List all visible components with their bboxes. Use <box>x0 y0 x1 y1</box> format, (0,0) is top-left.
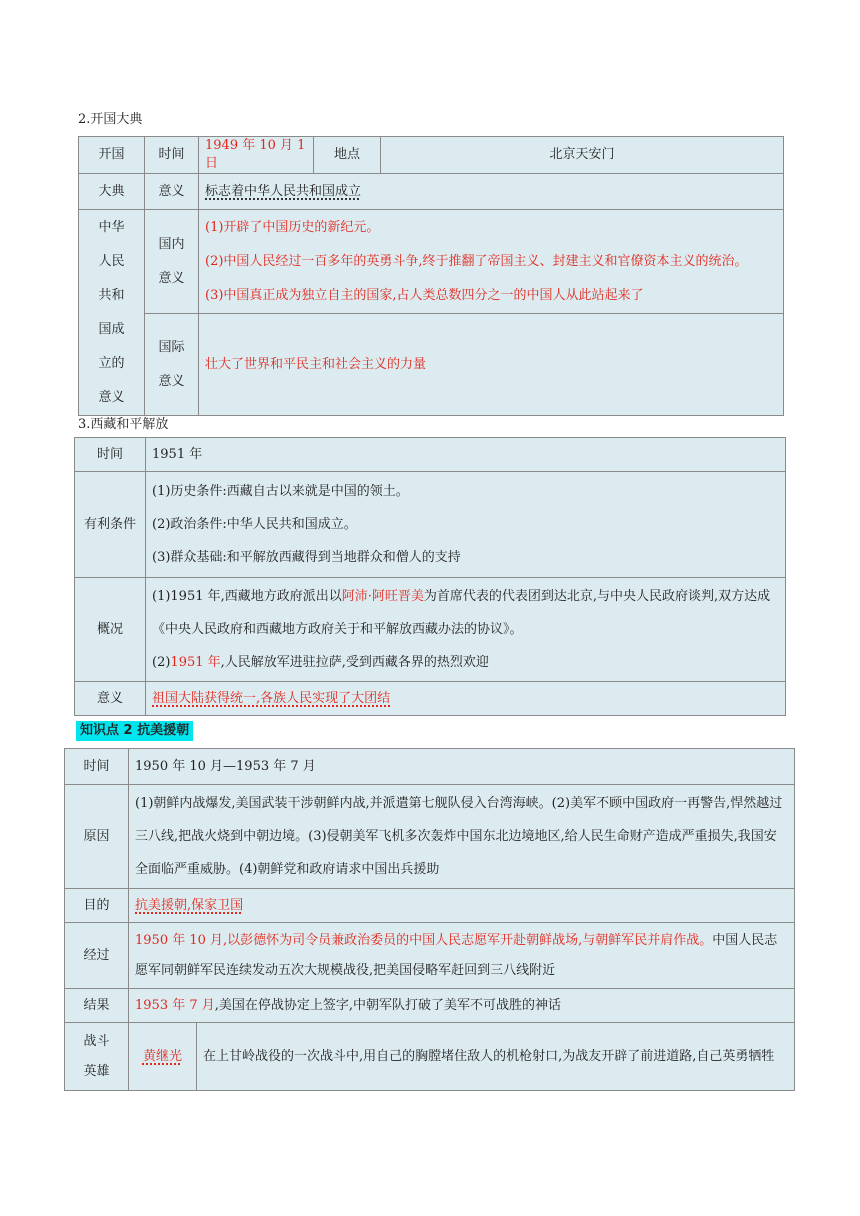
section-title-founding: 2.开国大典 <box>78 112 143 127</box>
goal-label: 目的 <box>65 889 129 923</box>
overview-para-2 <box>152 646 779 679</box>
meaning-value <box>199 174 784 210</box>
overview-p2-b: ,人民解放军进驻拉萨,受到西藏各界的热烈欢迎 <box>220 655 489 670</box>
tibet-meaning-value <box>146 682 786 716</box>
overview-para-1 <box>152 580 779 646</box>
hero-name <box>129 1023 197 1091</box>
result-value <box>129 989 795 1023</box>
label-dadian: 大典 <box>79 174 145 210</box>
kp2-time-label: 时间 <box>65 749 129 785</box>
overview-p1-b: 为首席代表的代表团到达北京,与中央人民政府谈判,双方达成《中央人民政府和西藏地方政府关于和平解放西藏办法的协议》。 <box>152 589 771 637</box>
tibet-time-label: 时间 <box>75 438 146 472</box>
process-label: 经过 <box>65 923 129 989</box>
intl-label <box>145 314 199 416</box>
domestic-item-2: (2)中国人民经过一百多年的英勇斗争,终于推翻了帝国主义、封建主义和官僚资本主义的统治。 <box>205 253 748 269</box>
domestic-item-1: (1)开辟了中国历史的新纪元。 <box>205 219 380 235</box>
sig-label-1: 中华 <box>98 219 125 235</box>
result-label: 结果 <box>65 989 129 1023</box>
sig-label-3: 共和 <box>98 287 125 303</box>
process-rest: 中国人民志愿军同朝鲜军民连续发动五次大规模战役,把美国侵略军赶回到三八线附近 <box>135 932 778 978</box>
domestic-items <box>199 210 784 314</box>
condition-2: (2)政治条件:中华人民共和国成立。 <box>152 517 357 532</box>
hero-desc: 在上甘岭战役的一次战斗中,用自己的胸膛堵住敌人的机枪射口,为战友开辟了前进道路,自己英勇牺牲 <box>197 1023 795 1091</box>
founding-ceremony-table <box>78 136 784 416</box>
domestic-label-1: 国内 <box>158 236 185 252</box>
overview-p2-red: 1951 年 <box>170 655 221 670</box>
hero-label-2: 英雄 <box>83 1063 110 1079</box>
intl-label-1: 国际 <box>158 339 185 355</box>
intl-value: 壮大了世界和平民主和社会主义的力量 <box>199 314 784 416</box>
tibet-meaning-text: 祖国大陆获得统一,各族人民实现了大团结 <box>152 690 391 706</box>
kp2-time-value: 1950 年 10 月—1953 年 7 月 <box>129 749 795 785</box>
process-red: 1950 年 10 月,以彭德怀为司令员兼政治委员的中国人民志愿军开赴朝鲜战场,与朝鲜军民并肩作战。 <box>135 932 713 948</box>
result-red: 1953 年 7 月 <box>135 997 215 1013</box>
conditions-label: 有利条件 <box>75 472 146 578</box>
condition-3: (3)群众基础:和平解放西藏得到当地群众和僧人的支持 <box>152 550 461 565</box>
goal-value <box>129 889 795 923</box>
hero-name-text: 黄继光 <box>142 1048 182 1064</box>
sig-label-2: 人民 <box>98 253 125 269</box>
reason-value: (1)朝鲜内战爆发,美国武装干涉朝鲜内战,并派遣第七舰队侵入台湾海峡。(2)美军不顾中国政府一再警告,悍然越过三八线,把战火烧到中朝边境。(3)侵朝美军飞机多次轰炸中国东北边境地区,给人民生命财产造成严重损失,我国安全面临严重威胁。(4)朝鲜党和政府请求中国出兵援助 <box>129 785 795 889</box>
process-value <box>129 923 795 989</box>
goal-text: 抗美援朝,保家卫国 <box>135 897 244 913</box>
tibet-liberation-table <box>74 437 786 716</box>
significance-label <box>79 210 145 416</box>
knowledge-point-2-header: 知识点 2 抗美援朝 <box>76 721 193 741</box>
tibet-time-value: 1951 年 <box>146 438 786 472</box>
sig-label-4: 国成 <box>98 321 125 337</box>
meaning-label: 意义 <box>145 174 199 210</box>
place-value: 北京天安门 <box>381 137 784 174</box>
time-value: 1949 年 10 月 1 日 <box>199 137 314 174</box>
domestic-label <box>145 210 199 314</box>
reason-label: 原因 <box>65 785 129 889</box>
time-label: 时间 <box>145 137 199 174</box>
domestic-item-3: (3)中国真正成为独立自主的国家,占人类总数四分之一的中国人从此站起来了 <box>205 287 644 303</box>
meaning-text: 标志着中华人民共和国成立 <box>205 183 362 199</box>
overview-p2-a: (2) <box>152 655 171 670</box>
tibet-meaning-label: 意义 <box>75 682 146 716</box>
overview-p1-red: 阿沛·阿旺晋美 <box>341 589 424 604</box>
overview-text <box>146 578 786 682</box>
hero-label <box>65 1023 129 1091</box>
conditions-items <box>146 472 786 578</box>
condition-1: (1)历史条件:西藏自古以来就是中国的领土。 <box>152 484 409 499</box>
intl-label-2: 意义 <box>158 373 185 389</box>
korea-war-table <box>64 748 795 1091</box>
section-title-tibet: 3.西藏和平解放 <box>78 417 169 432</box>
place-label: 地点 <box>314 137 381 174</box>
hero-label-1: 战斗 <box>83 1033 110 1049</box>
domestic-label-2: 意义 <box>158 270 185 286</box>
overview-label: 概况 <box>75 578 146 682</box>
sig-label-6: 意义 <box>98 389 125 405</box>
result-rest: ,美国在停战协定上签字,中朝军队打破了美军不可战胜的神话 <box>214 997 562 1013</box>
overview-p1-a: (1)1951 年,西藏地方政府派出以 <box>152 589 342 604</box>
label-kaiguo: 开国 <box>79 137 145 174</box>
sig-label-5: 立的 <box>98 355 125 371</box>
